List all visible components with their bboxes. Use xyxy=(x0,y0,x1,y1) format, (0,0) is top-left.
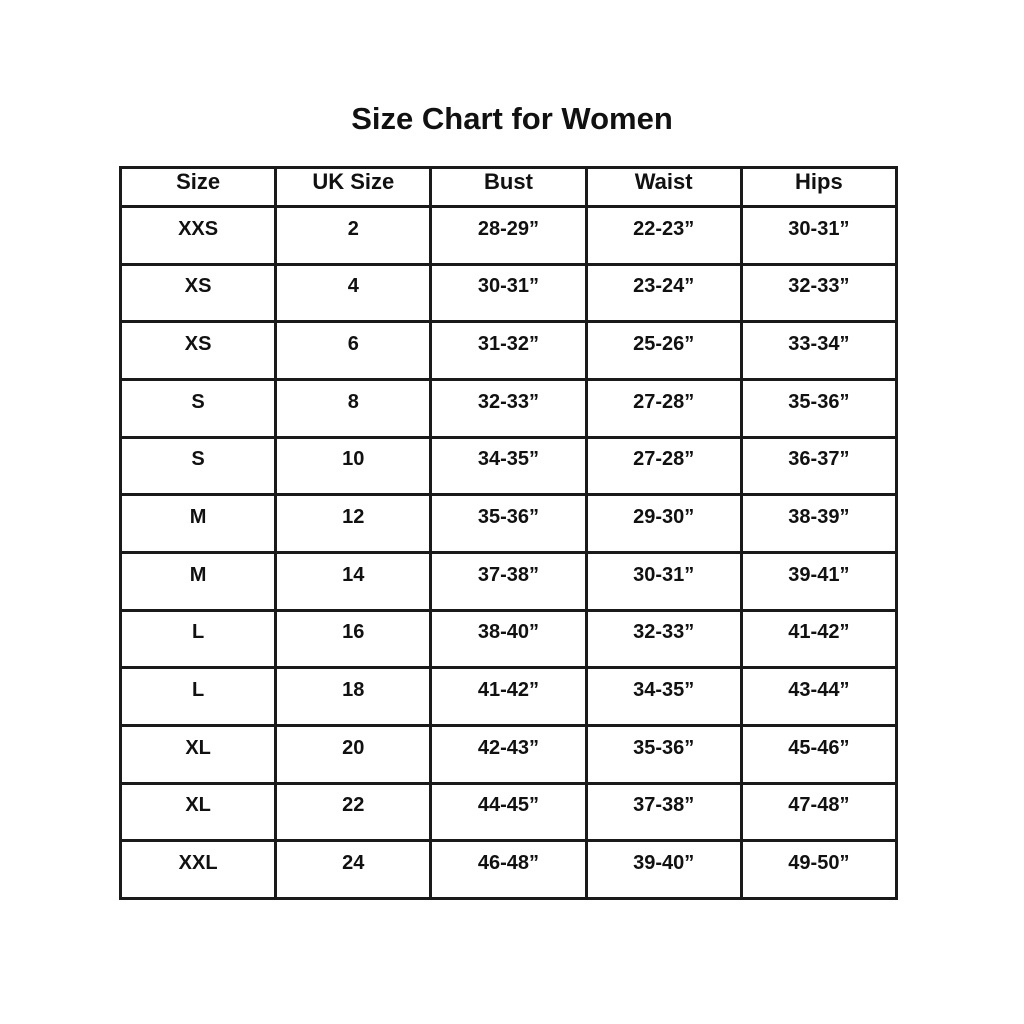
table-row xyxy=(121,552,897,610)
table-cell: 35-36” xyxy=(741,379,896,437)
table-cell: 37-38” xyxy=(431,552,586,610)
table-cell: 22-23” xyxy=(586,207,741,265)
table-cell: S xyxy=(121,437,276,495)
table-row xyxy=(121,207,897,265)
column-header-size: Size xyxy=(121,168,276,207)
table-cell: XXS xyxy=(121,207,276,265)
table-cell: XL xyxy=(121,725,276,783)
table-cell: 46-48” xyxy=(431,841,586,899)
column-header-uk-size: UK Size xyxy=(276,168,431,207)
table-cell: 30-31” xyxy=(586,552,741,610)
table-cell: L xyxy=(121,610,276,668)
column-header-hips: Hips xyxy=(741,168,896,207)
table-header xyxy=(121,168,897,207)
table-cell: 27-28” xyxy=(586,379,741,437)
table-cell: 24 xyxy=(276,841,431,899)
table-cell: 32-33” xyxy=(431,379,586,437)
table-cell: 20 xyxy=(276,725,431,783)
table-cell: 12 xyxy=(276,495,431,553)
table-cell: 38-39” xyxy=(741,495,896,553)
table-cell: 8 xyxy=(276,379,431,437)
table-cell: 10 xyxy=(276,437,431,495)
table-row xyxy=(121,379,897,437)
table-cell: 32-33” xyxy=(741,264,896,322)
table-cell: 36-37” xyxy=(741,437,896,495)
table-cell: 33-34” xyxy=(741,322,896,380)
table-cell: 34-35” xyxy=(586,668,741,726)
table-cell: 14 xyxy=(276,552,431,610)
table-cell: 30-31” xyxy=(741,207,896,265)
table-cell: S xyxy=(121,379,276,437)
table-row xyxy=(121,668,897,726)
table-cell: XS xyxy=(121,322,276,380)
table-body xyxy=(121,207,897,899)
table-cell: 32-33” xyxy=(586,610,741,668)
table-cell: 49-50” xyxy=(741,841,896,899)
table-cell: XXL xyxy=(121,841,276,899)
table-cell: 43-44” xyxy=(741,668,896,726)
table-cell: 37-38” xyxy=(586,783,741,841)
table-cell: 35-36” xyxy=(586,725,741,783)
table-cell: 47-48” xyxy=(741,783,896,841)
table-cell: XS xyxy=(121,264,276,322)
table-cell: 6 xyxy=(276,322,431,380)
header-row xyxy=(121,168,897,207)
table-cell: M xyxy=(121,552,276,610)
table-cell: 2 xyxy=(276,207,431,265)
table-cell: 41-42” xyxy=(431,668,586,726)
table-row xyxy=(121,264,897,322)
column-header-bust: Bust xyxy=(431,168,586,207)
table-cell: 38-40” xyxy=(431,610,586,668)
table-cell: 28-29” xyxy=(431,207,586,265)
table-row xyxy=(121,495,897,553)
size-chart-table xyxy=(119,166,898,900)
table-cell: 16 xyxy=(276,610,431,668)
table-cell: 35-36” xyxy=(431,495,586,553)
table-cell: XL xyxy=(121,783,276,841)
table-cell: 41-42” xyxy=(741,610,896,668)
table-row xyxy=(121,437,897,495)
table-cell: 42-43” xyxy=(431,725,586,783)
table-cell: 29-30” xyxy=(586,495,741,553)
column-header-waist: Waist xyxy=(586,168,741,207)
table-cell: 39-40” xyxy=(586,841,741,899)
table-cell: M xyxy=(121,495,276,553)
table-cell: 18 xyxy=(276,668,431,726)
table-cell: 22 xyxy=(276,783,431,841)
table-cell: 44-45” xyxy=(431,783,586,841)
table-cell: L xyxy=(121,668,276,726)
table-cell: 39-41” xyxy=(741,552,896,610)
table-cell: 27-28” xyxy=(586,437,741,495)
table-row xyxy=(121,841,897,899)
table-cell: 4 xyxy=(276,264,431,322)
table-cell: 30-31” xyxy=(431,264,586,322)
table-cell: 34-35” xyxy=(431,437,586,495)
table-row xyxy=(121,322,897,380)
table-row xyxy=(121,783,897,841)
table-cell: 23-24” xyxy=(586,264,741,322)
table-row xyxy=(121,725,897,783)
table-row xyxy=(121,610,897,668)
table-cell: 31-32” xyxy=(431,322,586,380)
page-title: Size Chart for Women xyxy=(351,101,673,136)
table-cell: 25-26” xyxy=(586,322,741,380)
table-cell: 45-46” xyxy=(741,725,896,783)
